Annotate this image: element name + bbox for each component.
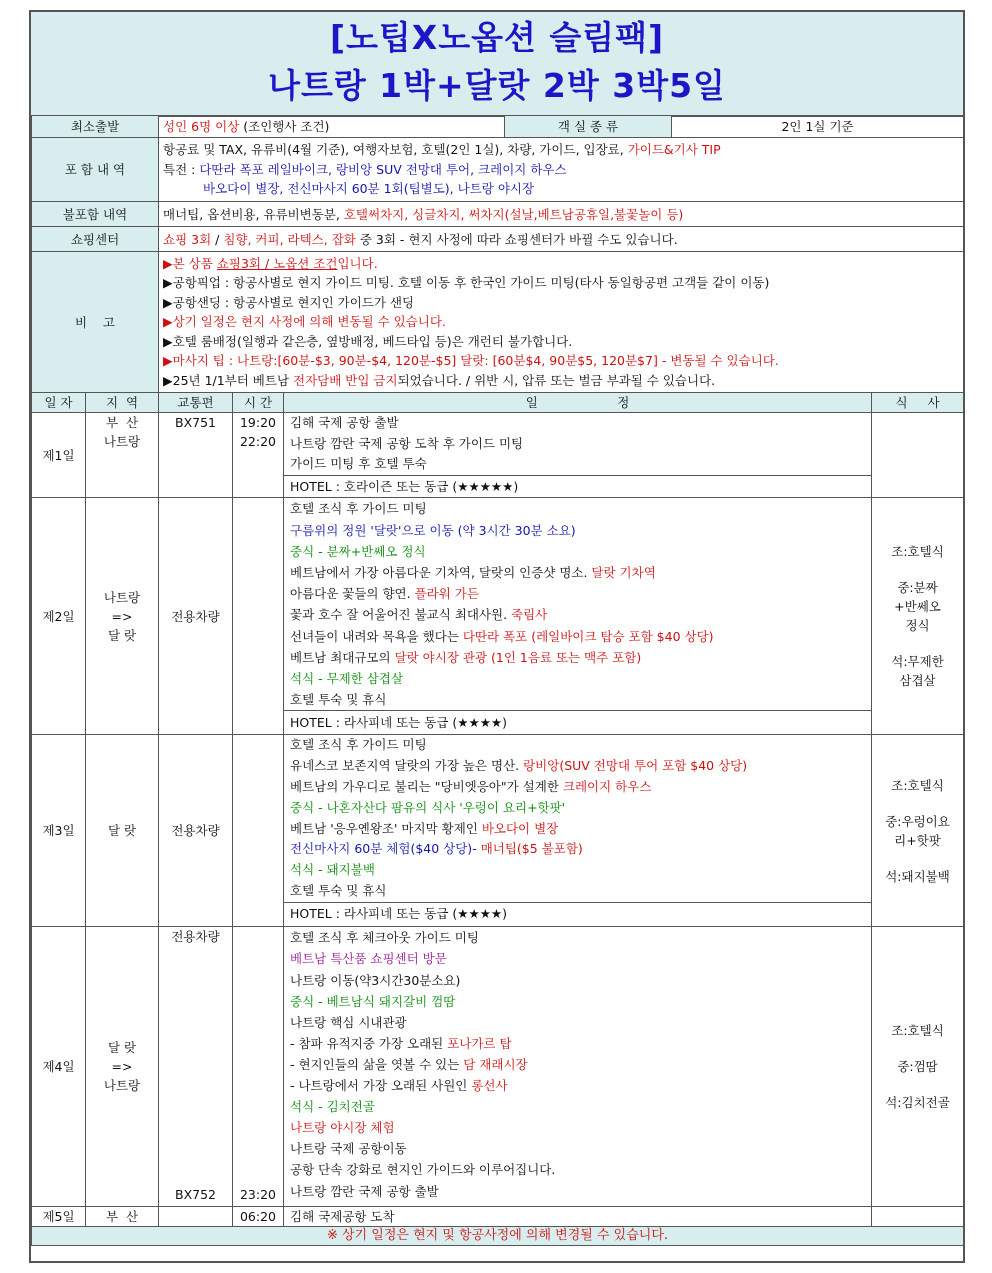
excluded-label: 불포함 내역 — [32, 202, 159, 227]
day-3-step-2-place: 랑비앙(SUV 전망대 투어 포함 $40 상당) — [523, 758, 748, 774]
day-2-region-to: 달 랏 — [107, 627, 137, 643]
shopping-separator: / — [211, 231, 224, 247]
day-3-step-8: 호텔 투숙 및 휴식 — [290, 882, 387, 898]
day-2-region-from: 나트랑 — [103, 589, 141, 605]
day-2-step-3: 중식 - 분짜+반쎄오 정식 — [290, 543, 426, 559]
header-region: 지 역 — [86, 393, 159, 413]
notes-row — [32, 252, 964, 393]
excluded-surcharge: 호텔써차지, 싱글차지, 써차지(설날,베트남공휴일,불꽃놀이 등) — [343, 206, 684, 222]
day-3-hotel: HOTEL : 라사피네 또는 동급 (★★★★) — [284, 902, 871, 925]
header-meal: 식 사 — [872, 393, 964, 413]
day-2-region — [86, 498, 159, 735]
day-4-step-4: 중식 - 베트남식 돼지갈비 껌땀 — [290, 993, 456, 1009]
day-2-breakfast: 조:호텔식 — [891, 544, 944, 560]
room-type-value: 2인 1실 기준 — [672, 116, 964, 138]
day-1-time-arrive: 22:20 — [239, 434, 277, 449]
title-line-1: [노팁X노옵션 슬림팩] — [329, 18, 665, 57]
included-special-2: 바오다이 별장, 전신마사지 60분 1회(팁별도), 나트랑 야시장 — [203, 181, 535, 197]
day-1-region-to: 나트랑 — [103, 434, 141, 449]
day-4-label: 제4일 — [32, 927, 86, 1207]
day-2-hotel: HOTEL : 라사피네 또는 동급 (★★★★) — [284, 710, 871, 733]
day-4-step-7-text: - 현지인들의 삶을 엿볼 수 있는 — [290, 1056, 464, 1072]
day-4-step-6-place: 포나가르 탑 — [447, 1035, 512, 1051]
included-special-label: 특전 : — [163, 161, 200, 177]
day-1-region — [86, 413, 159, 498]
itinerary-sheet — [29, 10, 965, 1263]
title-banner — [31, 12, 963, 117]
day-1-meal — [872, 413, 964, 498]
day-2-step-6-place: 죽림사 — [511, 607, 548, 623]
day-3-step-4: 중식 - 나혼자산다 팜유의 식사 '우렁이 요리+핫팟' — [290, 799, 566, 815]
included-row — [32, 138, 964, 202]
header-day: 일 자 — [32, 393, 86, 413]
note-2: ▶공항픽업 : 항공사별로 현지 가이드 미팅. 호텔 이동 후 한국인 가이드 미팅(타사 동일항공편 고객들 같이 이동) — [163, 275, 770, 291]
note-6a: ▶마사지 팁 : 나트랑:[60분-$3, 90분-$4, 120분-$5] 달랏: [60분$4, 90분$5, 120분$7] - — [163, 353, 671, 369]
day-4-region-from: 달 랏 — [107, 1040, 137, 1056]
day-3-step-7: 석식 - 돼지불백 — [290, 862, 375, 878]
day-2-time — [233, 498, 284, 735]
day-1-step-1: 김해 국제 공항 출발 — [290, 415, 399, 430]
included-line-1: 항공료 및 TAX, 유류비(4월 기준), 여행자보험, 호텔(2인 1실), 차량, 가이드, 입장료, — [163, 142, 628, 158]
shopping-count: 쇼핑 3회 — [163, 231, 212, 247]
notes-value — [159, 252, 964, 393]
day-4-step-2: 베트남 특산품 쇼핑센터 방문 — [290, 951, 447, 967]
note-1b: 쇼핑3회 / 노옵션 조건 — [216, 256, 338, 272]
day-2-step-4-text: 베트남에서 가장 아름다운 기차역, 달랏의 인증샷 명소. — [290, 564, 592, 580]
day-2-step-4-place: 달랏 기차역 — [591, 564, 656, 580]
day-2-meal — [872, 498, 964, 735]
day-4-transport — [159, 927, 233, 1207]
day-1-label: 제1일 — [32, 413, 86, 498]
day-2-step-5-place: 플라워 가든 — [414, 586, 479, 602]
day-3-step-2-text: 유네스코 보존지역 달랏의 가장 높은 명산. — [290, 758, 524, 774]
day-2-dinner-2: 삼겹살 — [899, 673, 936, 689]
header-transport: 교통편 — [159, 393, 233, 413]
min-departure-row — [32, 116, 964, 138]
day-3-step-3-text: 베트남의 가우디로 불리는 "당비엣응아"가 설계한 — [290, 778, 563, 794]
day-4-step-13: 나트랑 깜란 국제 공항 출발 — [290, 1183, 439, 1199]
day-2-step-2: 구름위의 정원 '달랏'으로 이동 (약 3시간 30분 소요) — [290, 522, 576, 538]
included-special-1: 다딴라 폭포 레일바이크, 랑비앙 SUV 전망대 투어, 크레이지 하우스 — [199, 161, 567, 177]
day-4-step-1: 호텔 조식 후 체크아웃 가이드 미팅 — [290, 930, 479, 946]
day-1-step-3: 가이드 미팅 후 호텔 투숙 — [290, 456, 427, 472]
day-1-step-2: 나트랑 깜란 국제 공항 도착 후 가이드 미팅 — [290, 435, 524, 451]
note-6b: 변동될 수 있습니다. — [670, 353, 779, 369]
day-3-time — [233, 735, 284, 927]
excluded-value — [159, 202, 964, 227]
min-departure-value — [159, 116, 505, 138]
day-2-step-6-text: 꽃과 호수 잘 어울어진 불교식 최대사원. — [290, 607, 512, 623]
day-2-step-10: 호텔 투숙 및 휴식 — [290, 692, 387, 708]
min-departure-count: 성인 6명 이상 — [163, 119, 240, 134]
day-2-schedule — [284, 498, 872, 735]
day-5-region: 부 산 — [86, 1207, 159, 1227]
day-3-lunch-1: 중:우렁이요 — [885, 813, 950, 829]
day-4-lunch: 중:껌땀 — [897, 1059, 938, 1075]
day-1-transport: BX751 — [159, 413, 233, 498]
day-2-step-1: 호텔 조식 후 가이드 미팅 — [290, 501, 427, 517]
note-3: ▶공항샌딩 : 항공사별로 현지인 가이드가 샌딩 — [163, 294, 415, 310]
footer-notice: ※ 상기 일정은 현지 및 항공사정에 의해 변경될 수 있습니다. — [32, 1227, 964, 1246]
day-2-step-9: 석식 - 무제한 삼겹살 — [290, 670, 404, 686]
day-2-lunch-1: 중:분짜 — [897, 580, 938, 596]
day-4-schedule — [284, 927, 872, 1207]
day-3-schedule — [284, 735, 872, 927]
room-type-label: 객 실 종 류 — [505, 116, 672, 138]
day-3-lunch-2: 리+핫팟 — [894, 832, 941, 848]
itinerary-table — [31, 115, 964, 1246]
day-2-region-arrow: => — [111, 608, 133, 624]
included-value — [159, 138, 964, 202]
day-4-transport-bus: 전용차량 — [171, 929, 220, 945]
footer-row — [32, 1227, 964, 1246]
shopping-note: 중 3회 - 현지 사정에 따라 쇼핑센터가 바뀔 수도 있습니다. — [355, 231, 678, 247]
note-5: ▶호텔 룸배정(일행과 같은층, 옆방배정, 베드타입 등)은 개런티 불가합니다. — [163, 333, 573, 349]
day-2-step-7-place: 다딴라 폭포 (레일바이크 탑승 포함 $40 상당) — [462, 628, 714, 644]
day-4-step-7-place: 담 재래시장 — [463, 1056, 528, 1072]
day-4-step-11: 나트랑 국제 공항이동 — [290, 1141, 407, 1157]
included-tip: 가이드&기사 TIP — [627, 142, 721, 158]
header-schedule: 일 정 — [284, 393, 872, 413]
shopping-row — [32, 227, 964, 252]
day-3-step-5-text: 베트남 '응우옌왕조' 마지막 황제인 — [290, 820, 482, 836]
day-4-step-8-place: 롱선사 — [471, 1078, 508, 1094]
day-5-transport — [159, 1207, 233, 1227]
day-4-time: 23:20 — [233, 927, 284, 1207]
day-4-region-arrow: => — [111, 1059, 133, 1075]
day-4-row — [32, 927, 964, 1207]
shopping-label: 쇼핑센터 — [32, 227, 159, 252]
day-5-label: 제5일 — [32, 1207, 86, 1227]
day-4-step-8-text: - 나트랑에서 가장 오래된 사원인 — [290, 1078, 472, 1094]
day-2-step-7-text: 선녀들이 내려와 목욕을 했다는 — [290, 628, 463, 644]
day-5-time: 06:20 — [233, 1207, 284, 1227]
day-2-dinner-1: 석:무제한 — [891, 654, 944, 670]
included-label: 포 함 내 역 — [32, 138, 159, 202]
day-3-step-1: 호텔 조식 후 가이드 미팅 — [290, 737, 427, 753]
title-line-2: 나트랑 1박+달랏 2박 3박5일 — [268, 66, 726, 105]
day-4-meal — [872, 927, 964, 1207]
day-4-step-5: 나트랑 핵심 시내관광 — [290, 1014, 407, 1030]
day-4-region-to: 나트랑 — [103, 1078, 141, 1094]
excluded-row — [32, 202, 964, 227]
day-4-region — [86, 927, 159, 1207]
day-3-step-6-tip: 매너팁($5 불포함) — [480, 841, 583, 857]
day-4-step-3: 나트랑 이동(약3시간30분소요) — [290, 972, 461, 988]
day-4-breakfast: 조:호텔식 — [891, 1023, 944, 1039]
shopping-value — [159, 227, 964, 252]
day-3-step-6-text: 전신마사지 60분 체험($40 상당)- — [290, 841, 481, 857]
day-2-step-8-text: 베트남 최대규모의 — [290, 649, 395, 665]
day-3-step-3-place: 크레이지 하우스 — [562, 778, 652, 794]
note-7c: 되었습니다. / 위반 시, 압류 또는 벌금 부과될 수 있습니다. — [397, 372, 716, 388]
day-2-row — [32, 498, 964, 735]
min-departure-condition: (조인행사 조건) — [239, 119, 330, 134]
day-2-transport: 전용차량 — [159, 498, 233, 735]
note-1a: ▶본 상품 — [163, 256, 217, 272]
day-1-time — [233, 413, 284, 498]
note-7b: 전자담배 반입 금지 — [293, 372, 398, 388]
day-2-lunch-2: +반쎄오 — [894, 599, 941, 615]
day-4-step-6-text: - 참파 유적지중 가장 오래된 — [290, 1035, 448, 1051]
shopping-items: 침향, 커피, 라텍스, 잡화 — [223, 231, 356, 247]
day-1-hotel: HOTEL : 호라이즌 또는 동급 (★★★★★) — [284, 475, 871, 498]
day-3-meal — [872, 735, 964, 927]
day-4-step-12: 공항 단속 강화로 현지인 가이드와 이루어집니다. — [290, 1162, 556, 1178]
day-4-step-9: 석식 - 김치전골 — [290, 1099, 375, 1115]
day-5-row — [32, 1207, 964, 1227]
day-2-lunch-3: 정식 — [905, 618, 930, 634]
header-time: 시 간 — [233, 393, 284, 413]
day-3-region: 달 랏 — [86, 735, 159, 927]
day-4-dinner: 석:김치전골 — [885, 1095, 950, 1111]
min-departure-label: 최소출발 — [32, 116, 159, 138]
day-2-label: 제2일 — [32, 498, 86, 735]
day-3-step-5-place: 바오다이 별장 — [481, 820, 559, 836]
schedule-header-row — [32, 393, 964, 413]
day-4-step-10: 나트랑 야시장 체험 — [290, 1120, 395, 1136]
day-4-transport-flight: BX752 — [175, 1187, 216, 1203]
day-5-meal — [872, 1207, 964, 1227]
note-7a: ▶25년 1/1부터 베트남 — [163, 372, 294, 388]
excluded-basic: 매너팁, 옵션비용, 유류비변동분, — [163, 206, 344, 222]
day-3-row — [32, 735, 964, 927]
day-1-row — [32, 413, 964, 498]
day-1-time-depart: 19:20 — [239, 415, 277, 430]
day-1-region-from: 부 산 — [105, 415, 139, 430]
day-3-breakfast: 조:호텔식 — [891, 777, 944, 793]
day-1-schedule — [284, 413, 872, 498]
note-4: ▶상기 일정은 현지 사정에 의해 변동될 수 있습니다. — [163, 314, 446, 330]
day-2-step-8-place: 달랏 야시장 관광 (1인 1음료 또는 맥주 포함) — [394, 649, 642, 665]
note-1c: 입니다. — [337, 256, 378, 272]
day-5-step-1: 김해 국제공항 도착 — [284, 1207, 872, 1227]
day-3-transport: 전용차량 — [159, 735, 233, 927]
day-2-step-5-text: 아름다운 꽃들의 향연. — [290, 586, 415, 602]
day-3-label: 제3일 — [32, 735, 86, 927]
notes-label: 비 고 — [32, 252, 159, 393]
day-3-dinner: 석:돼지불백 — [885, 868, 950, 884]
